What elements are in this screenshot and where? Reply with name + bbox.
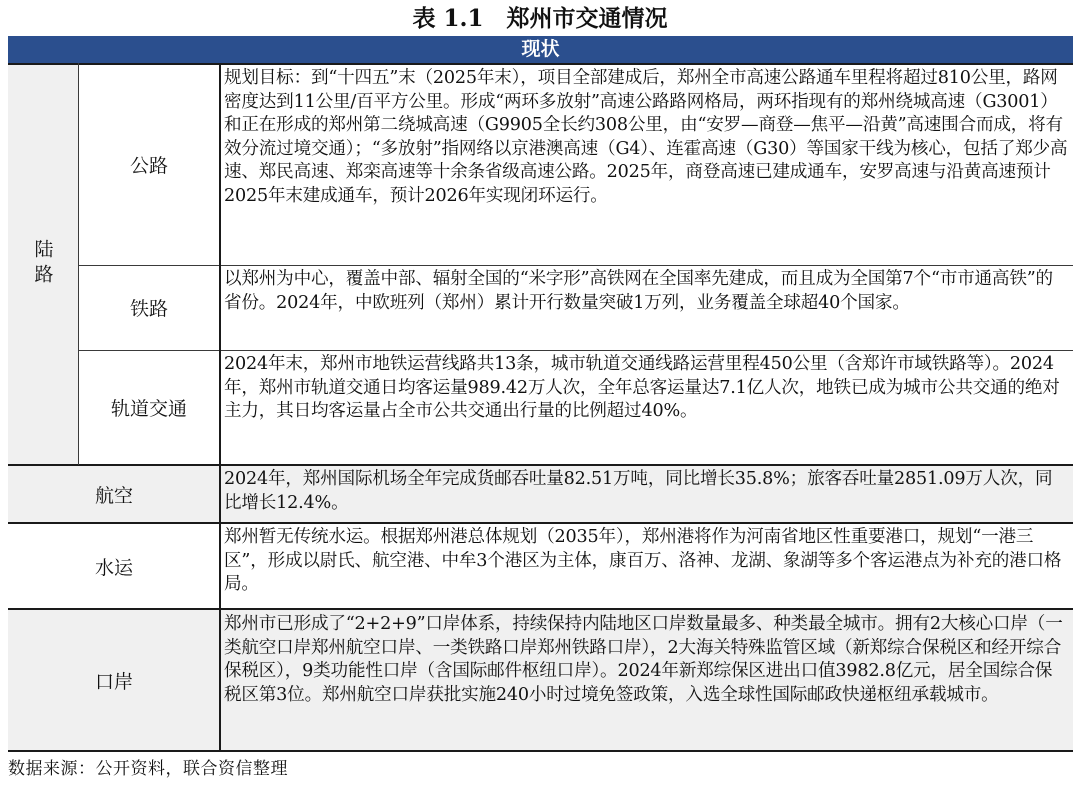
aviation-label: 航空 xyxy=(94,484,133,507)
rule-line xyxy=(78,350,1073,351)
transit-content: 2024年末，郑州市地铁运营线路共13条，城市轨道交通线路运营里程450公里（含郑许市域铁路等）。2024年，郑州市轨道交通日均客运量989.42万人次，全年总客运量达7.1亿人次，地铁已成为城市公共交通的绝对主力，其日均客运量占全市公共交通出行量的比例超过40%。 xyxy=(224,354,1060,422)
water-label: 水运 xyxy=(94,556,133,579)
transit-label: 轨道交通 xyxy=(110,398,187,420)
water-content: 郑州暂无传统水运。根据郑州港总体规划（2035年），郑州港将作为河南省地区性重要港口，规划“一港三区”，形成以尉氏、航空港、中牟3个港区为主体，康百万、洛神、龙湖、象湖等多个客运港点为补充的港口格局。 xyxy=(224,527,1062,595)
rail-label-cell xyxy=(78,265,220,350)
rail-label: 铁路 xyxy=(129,298,168,320)
rule-line xyxy=(78,265,1073,266)
rule-line xyxy=(219,63,221,752)
road-label: 公路 xyxy=(129,154,168,177)
land-group-label: 陆路 xyxy=(31,239,54,289)
rule-line xyxy=(8,464,1073,466)
table-title: 表 1.1 郑州市交通情况 xyxy=(412,5,668,32)
rule-line xyxy=(8,63,1073,65)
land-group-cell xyxy=(8,63,78,465)
traffic-table xyxy=(8,36,1073,752)
aviation-label-cell xyxy=(8,465,220,523)
road-content: 规划目标：到“十四五”末（2025年末），项目全部建成后，郑州全市高速公路通车里程将超过810公里，路网密度达到11公里/百平方公里。形成“两环多放射”高速公路路网格局，两环指现有的郑州绕城高速（G3001）和正在形成的郑州第二绕城高速（G9905全长约308公里，由“安罗—商登—焦平—沿黄”高速围合而成，将有效分流过境交通）；“多放射”指网络以京港澳高速（G4）、连霍高速（G30）等国家干线为核心，包括了郑少高速、郑民高速、郑栾高速等十余条省级高速公路。2025年，商登高速已建成通车，安罗高速与沿黄高速预计2025年末建成通车，预计2026年实现闭环运行。 xyxy=(224,68,1068,206)
port-label: 口岸 xyxy=(94,671,133,693)
rule-line xyxy=(8,750,1073,752)
rule-line xyxy=(78,63,79,465)
rule-line xyxy=(8,608,1073,610)
table-header-status: 现状 xyxy=(8,36,1073,63)
transit-label-cell xyxy=(78,350,220,465)
rail-content: 以郑州为中心，覆盖中部、辐射全国的“米字形”高铁网在全国率先建成，而且成为全国第7个“市市通高铁”的省份。2024年，中欧班列（郑州）累计开行数量突破1万列，业务覆盖全球超40个国家。 xyxy=(224,269,1053,313)
source-note: 数据来源：公开资料，联合资信整理 xyxy=(8,759,288,779)
water-label-cell xyxy=(8,523,220,609)
road-label-cell xyxy=(78,63,220,265)
port-content: 郑州市已形成了“2+2+9”口岸体系，持续保持内陆地区口岸数量最多、种类最全城市。拥有2大核心口岸（一类航空口岸郑州航空口岸、一类铁路口岸郑州铁路口岸），2大海关特殊监管区域（新郑综合保税区和经开综合保税区），9类功能性口岸（含国际邮件枢纽口岸）。2024年新郑综保区进出口值3982.8亿元，居全国综合保税区第3位。郑州航空口岸获批实施240小时过境免签政策，入选全球性国际邮政快递枢纽承载城市。 xyxy=(220,609,1073,752)
port-label-cell xyxy=(8,609,220,752)
rule-line xyxy=(8,522,1073,524)
aviation-content: 2024年，郑州国际机场全年完成货邮吞吐量82.51万吨，同比增长35.8%；旅客吞吐量2851.09万人次，同比增长12.4%。 xyxy=(220,465,1073,523)
